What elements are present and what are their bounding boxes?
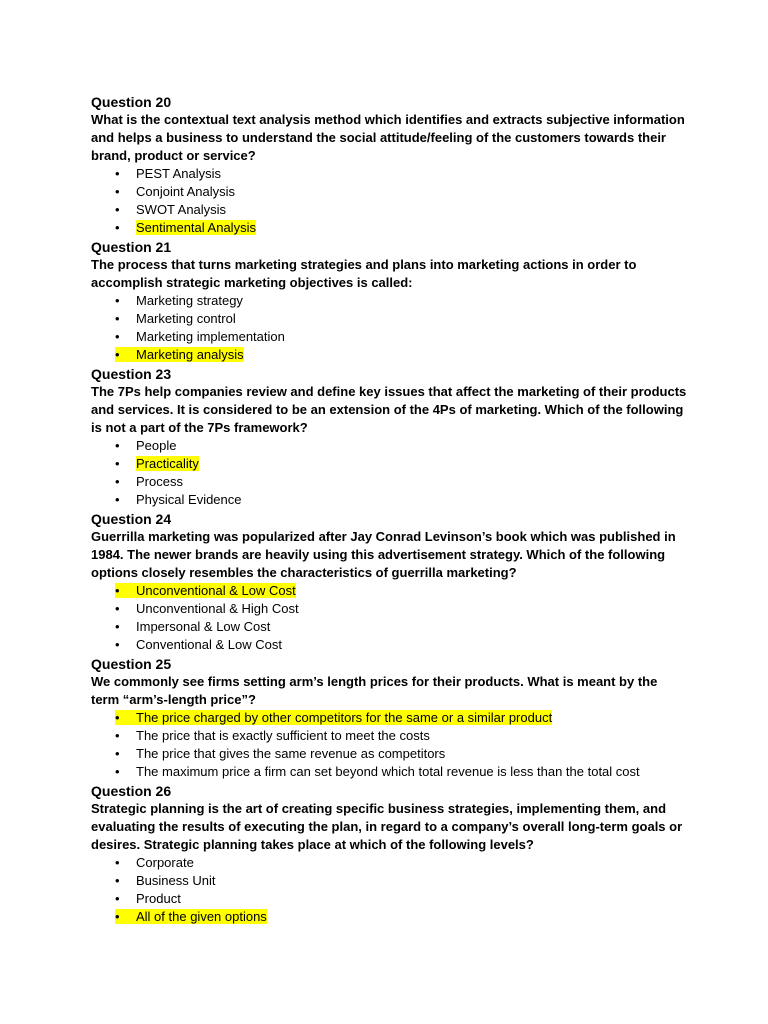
option-label: People: [136, 438, 177, 453]
option-label: SWOT Analysis: [136, 202, 227, 217]
bullet-icon: •: [115, 637, 120, 652]
option-item: [115, 618, 688, 636]
bullet-icon: •: [115, 583, 120, 598]
option-item: [115, 183, 688, 201]
option-line: [115, 583, 296, 598]
bullet-icon: •: [115, 710, 120, 725]
question-block: [91, 364, 688, 509]
bullet-icon: •: [115, 474, 120, 489]
option-label: Conjoint Analysis: [136, 184, 235, 199]
option-item: [115, 745, 688, 763]
option-line: [115, 474, 183, 489]
option-item-highlighted: [115, 582, 688, 600]
option-line: [115, 601, 299, 616]
option-line: [115, 438, 176, 453]
option-label: Process: [136, 474, 183, 489]
option-label: The price that is exactly sufficient to meet the costs: [136, 728, 430, 743]
bullet-icon: •: [115, 728, 120, 743]
option-line: [115, 293, 243, 308]
option-line: [115, 329, 285, 344]
question-block: [91, 237, 688, 364]
option-label: Marketing implementation: [136, 329, 285, 344]
option-item: [115, 473, 688, 491]
option-line: [115, 202, 226, 217]
bullet-icon: •: [115, 909, 120, 924]
bullet-icon: •: [115, 492, 120, 507]
bullet-icon: •: [115, 220, 120, 235]
option-line: [115, 764, 640, 779]
bullet-icon: •: [115, 746, 120, 761]
question-block: [91, 92, 688, 237]
option-label: Sentimental Analysis: [136, 220, 256, 235]
option-label: All of the given options: [136, 909, 267, 924]
question-text: What is the contextual text analysis method which identifies and extracts subjective information and helps a business to understand the social attitude/feeling of the customers towards their brand, product or service?: [91, 112, 685, 163]
option-item: [115, 763, 688, 781]
option-line: [115, 311, 236, 326]
option-label: Product: [136, 891, 181, 906]
option-label: The price that gives the same revenue as competitors: [136, 746, 446, 761]
bullet-icon: •: [115, 873, 120, 888]
option-line: [115, 891, 181, 906]
option-line: [115, 456, 199, 471]
option-line: [115, 347, 244, 362]
bullet-icon: •: [115, 347, 120, 362]
option-line: [115, 637, 282, 652]
option-line: [115, 873, 215, 888]
option-item: [115, 636, 688, 654]
option-item-highlighted: [115, 219, 688, 237]
option-list: [91, 292, 688, 364]
question-text: Guerrilla marketing was popularized after Jay Conrad Levinson’s book which was published in 1984. The newer brands are heavily using this advertisement strategy. Which of the following options closely resembles the characteristics of guerrilla marketing?: [91, 529, 676, 580]
bullet-icon: •: [115, 202, 120, 217]
option-item: [115, 600, 688, 618]
option-label: The maximum price a firm can set beyond which total revenue is less than the total cost: [136, 764, 640, 779]
bullet-icon: •: [115, 184, 120, 199]
bullet-icon: •: [115, 855, 120, 870]
bullet-icon: •: [115, 891, 120, 906]
bullet-icon: •: [115, 311, 120, 326]
option-label: Marketing analysis: [136, 347, 244, 362]
question-text: We commonly see firms setting arm’s length prices for their products. What is meant by the term “arm’s-length price”?: [91, 674, 658, 707]
option-line: [115, 166, 221, 181]
option-item-highlighted: [115, 346, 688, 364]
bullet-icon: •: [115, 764, 120, 779]
option-item: [115, 310, 688, 328]
option-line: [115, 728, 430, 743]
option-line: [115, 220, 256, 235]
bullet-icon: •: [115, 438, 120, 453]
option-label: Business Unit: [136, 873, 216, 888]
question-heading: Question 25: [91, 656, 172, 672]
option-label: Marketing strategy: [136, 293, 243, 308]
option-label: Marketing control: [136, 311, 236, 326]
bullet-icon: •: [115, 456, 120, 471]
option-item: [115, 890, 688, 908]
option-item-highlighted: [115, 455, 688, 473]
option-label: The price charged by other competitors for the same or a similar product: [136, 710, 553, 725]
option-list: [91, 709, 688, 781]
option-item: [115, 727, 688, 745]
option-item-highlighted: [115, 709, 688, 727]
question-heading: Question 24: [91, 511, 172, 527]
question-text: The 7Ps help companies review and define key issues that affect the marketing of their products and services. It is considered to be an extension of the 4Ps of marketing. Which of the following is not a part of the 7Ps framework?: [91, 384, 687, 435]
option-item: [115, 292, 688, 310]
option-line: [115, 184, 235, 199]
option-list: [91, 437, 688, 509]
option-item: [115, 491, 688, 509]
question-heading: Question 23: [91, 366, 172, 382]
option-line: [115, 710, 552, 725]
option-item: [115, 201, 688, 219]
question-heading: Question 21: [91, 239, 172, 255]
question-text: Strategic planning is the art of creating specific business strategies, implementing them, and evaluating the results of executing the plan, in regard to a company’s overall long-term goals or desires. Strategic planning takes place at which of the following levels?: [91, 801, 683, 852]
option-list: [91, 854, 688, 926]
option-label: PEST Analysis: [136, 166, 222, 181]
option-label: Physical Evidence: [136, 492, 242, 507]
option-list: [91, 165, 688, 237]
question-block: [91, 509, 688, 654]
option-label: Unconventional & High Cost: [136, 601, 299, 616]
option-label: Practicality: [136, 456, 199, 471]
option-item: [115, 872, 688, 890]
bullet-icon: •: [115, 601, 120, 616]
option-item: [115, 165, 688, 183]
question-list: [91, 92, 688, 926]
bullet-icon: •: [115, 293, 120, 308]
question-text: The process that turns marketing strategies and plans into marketing actions in order to accomplish strategic marketing objectives is called:: [91, 257, 637, 290]
question-block: [91, 654, 688, 781]
option-item: [115, 854, 688, 872]
option-item-highlighted: [115, 908, 688, 926]
question-block: [91, 781, 688, 926]
option-line: [115, 909, 267, 924]
option-label: Conventional & Low Cost: [136, 637, 282, 652]
option-label: Corporate: [136, 855, 194, 870]
bullet-icon: •: [115, 619, 120, 634]
bullet-icon: •: [115, 329, 120, 344]
option-item: [115, 328, 688, 346]
option-item: [115, 437, 688, 455]
option-line: [115, 492, 242, 507]
bullet-icon: •: [115, 166, 120, 181]
question-heading: Question 26: [91, 783, 172, 799]
option-line: [115, 746, 445, 761]
option-line: [115, 855, 194, 870]
option-list: [91, 582, 688, 654]
option-line: [115, 619, 270, 634]
question-heading: Question 20: [91, 94, 172, 110]
option-label: Impersonal & Low Cost: [136, 619, 271, 634]
option-label: Unconventional & Low Cost: [136, 583, 296, 598]
